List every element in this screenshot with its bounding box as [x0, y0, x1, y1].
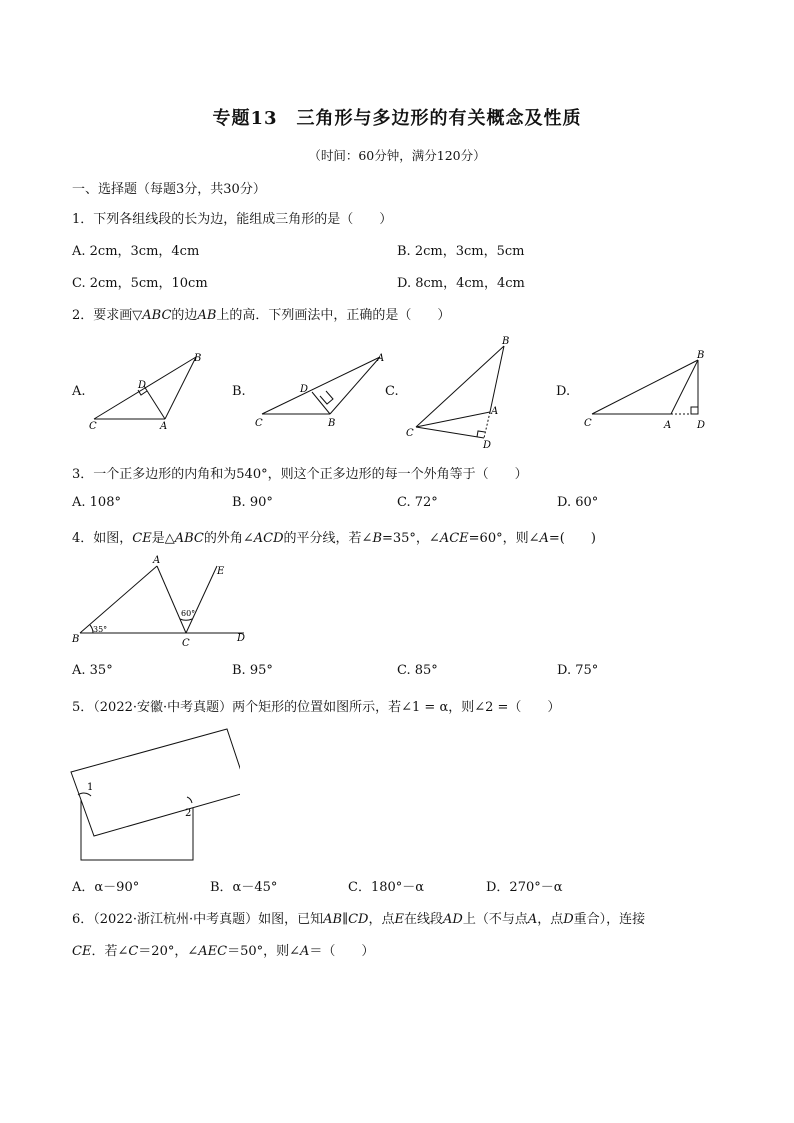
question-1-option-b: B. 2cm，3cm，5cm	[397, 244, 525, 259]
figure-2b	[262, 357, 380, 414]
figure-4-label-a: A	[153, 555, 161, 566]
page-title: 专题13 三角形与多边形的有关概念及性质	[212, 108, 582, 129]
question-1-option-c: C. 2cm，5cm，10cm	[72, 276, 208, 291]
question-1-option-d: D. 8cm，4cm，4cm	[397, 276, 525, 291]
figure-4-angle-60: 60°	[181, 609, 196, 618]
question-3-option-a: A. 108°	[72, 495, 121, 510]
figure-2b-label-c: C	[255, 418, 263, 429]
question-4-option-b: B. 95°	[232, 663, 273, 678]
figure-2d-label-d: D	[697, 420, 706, 431]
question-3-option-b: B. 90°	[232, 495, 273, 510]
question-2-stem: 2．要求画▽ABC的边AB上的高．下列画法中，正确的是（ ）	[72, 308, 451, 323]
question-4-stem: 4．如图，CE是△ABC的外角∠ACD的平分线，若∠B=35°，∠ACE=60°，则∠A=( )	[72, 531, 596, 546]
figure-2c-label-a: A	[491, 406, 499, 417]
question-5-option-c: C．180°－α	[348, 880, 425, 895]
figure-2c-label-c: C	[406, 428, 414, 439]
figure-2c-label-b: B	[502, 336, 510, 347]
question-6-stem-line-1: 6．（2022·浙江杭州·中考真题）如图，已知AB∥CD，点E在线段AD上（不与点A，点D重合），连接	[72, 912, 646, 927]
question-2-option-d-label: D.	[556, 384, 571, 399]
figure-2b-label-bb: B	[328, 418, 336, 429]
question-4-figure	[60, 552, 260, 652]
question-4-option-d: D. 75°	[557, 663, 599, 678]
question-5-stem: 5．（2022·安徽·中考真题）两个矩形的位置如图所示，若∠1 = α，则∠2 =（ ）	[72, 700, 561, 715]
exam-info: （时间：60分钟，满分120分）	[308, 148, 486, 163]
question-2-option-a-label: A.	[72, 384, 86, 399]
question-5-option-b: B．α－45°	[210, 880, 278, 895]
question-3-option-c: C. 72°	[397, 495, 438, 510]
question-1-option-a: A. 2cm，3cm，4cm	[72, 244, 200, 259]
figure-2d	[592, 360, 698, 414]
question-5-figure	[60, 720, 240, 870]
question-6-stem-line-2: CE．若∠C＝20°，∠AEC＝50°，则∠A＝（ ）	[72, 944, 375, 959]
figure-2b-label-a: A	[377, 353, 385, 364]
section-title: 一、选择题（每题3分，共30分）	[72, 182, 266, 197]
question-5-option-d: D．270°－α	[486, 880, 563, 895]
figure-2d-label-a: A	[664, 420, 672, 431]
question-1-stem: 1．下列各组线段的长为边，能组成三角形的是（ ）	[72, 212, 393, 227]
figure-4-angle-35: 35°	[93, 625, 108, 634]
question-2-figures	[0, 330, 794, 450]
question-2-option-b-label: B.	[232, 384, 246, 399]
question-3-option-d: D. 60°	[557, 495, 599, 510]
figure-2d-label-b: B	[697, 350, 705, 361]
figure-2a-label-c: C	[89, 421, 97, 432]
figure-5-angle-1: 1	[87, 782, 94, 793]
figure-2a-label-a: A	[160, 421, 168, 432]
figure-2c-label-d: D	[483, 440, 492, 450]
question-5-option-a: A．α－90°	[72, 880, 140, 895]
figure-2a-label-b: B	[194, 353, 202, 364]
figure-2a-label-d: D	[138, 380, 147, 391]
figure-2d-label-c: C	[584, 418, 592, 429]
question-2-option-c-label: C.	[385, 384, 399, 399]
figure-2b-label-d: D	[300, 384, 309, 395]
figure-4-label-d: D	[237, 633, 246, 644]
question-4-option-a: A. 35°	[72, 663, 113, 678]
figure-4-label-e: E	[217, 566, 225, 577]
figure-2c	[416, 346, 504, 438]
question-3-stem: 3．一个正多边形的内角和为540°，则这个正多边形的每一个外角等于（ ）	[72, 467, 528, 482]
question-4-option-c: C. 85°	[397, 663, 438, 678]
figure-4-label-c: C	[182, 638, 190, 649]
figure-5-angle-2: 2	[185, 808, 192, 819]
figure-4-label-b: B	[72, 634, 80, 645]
